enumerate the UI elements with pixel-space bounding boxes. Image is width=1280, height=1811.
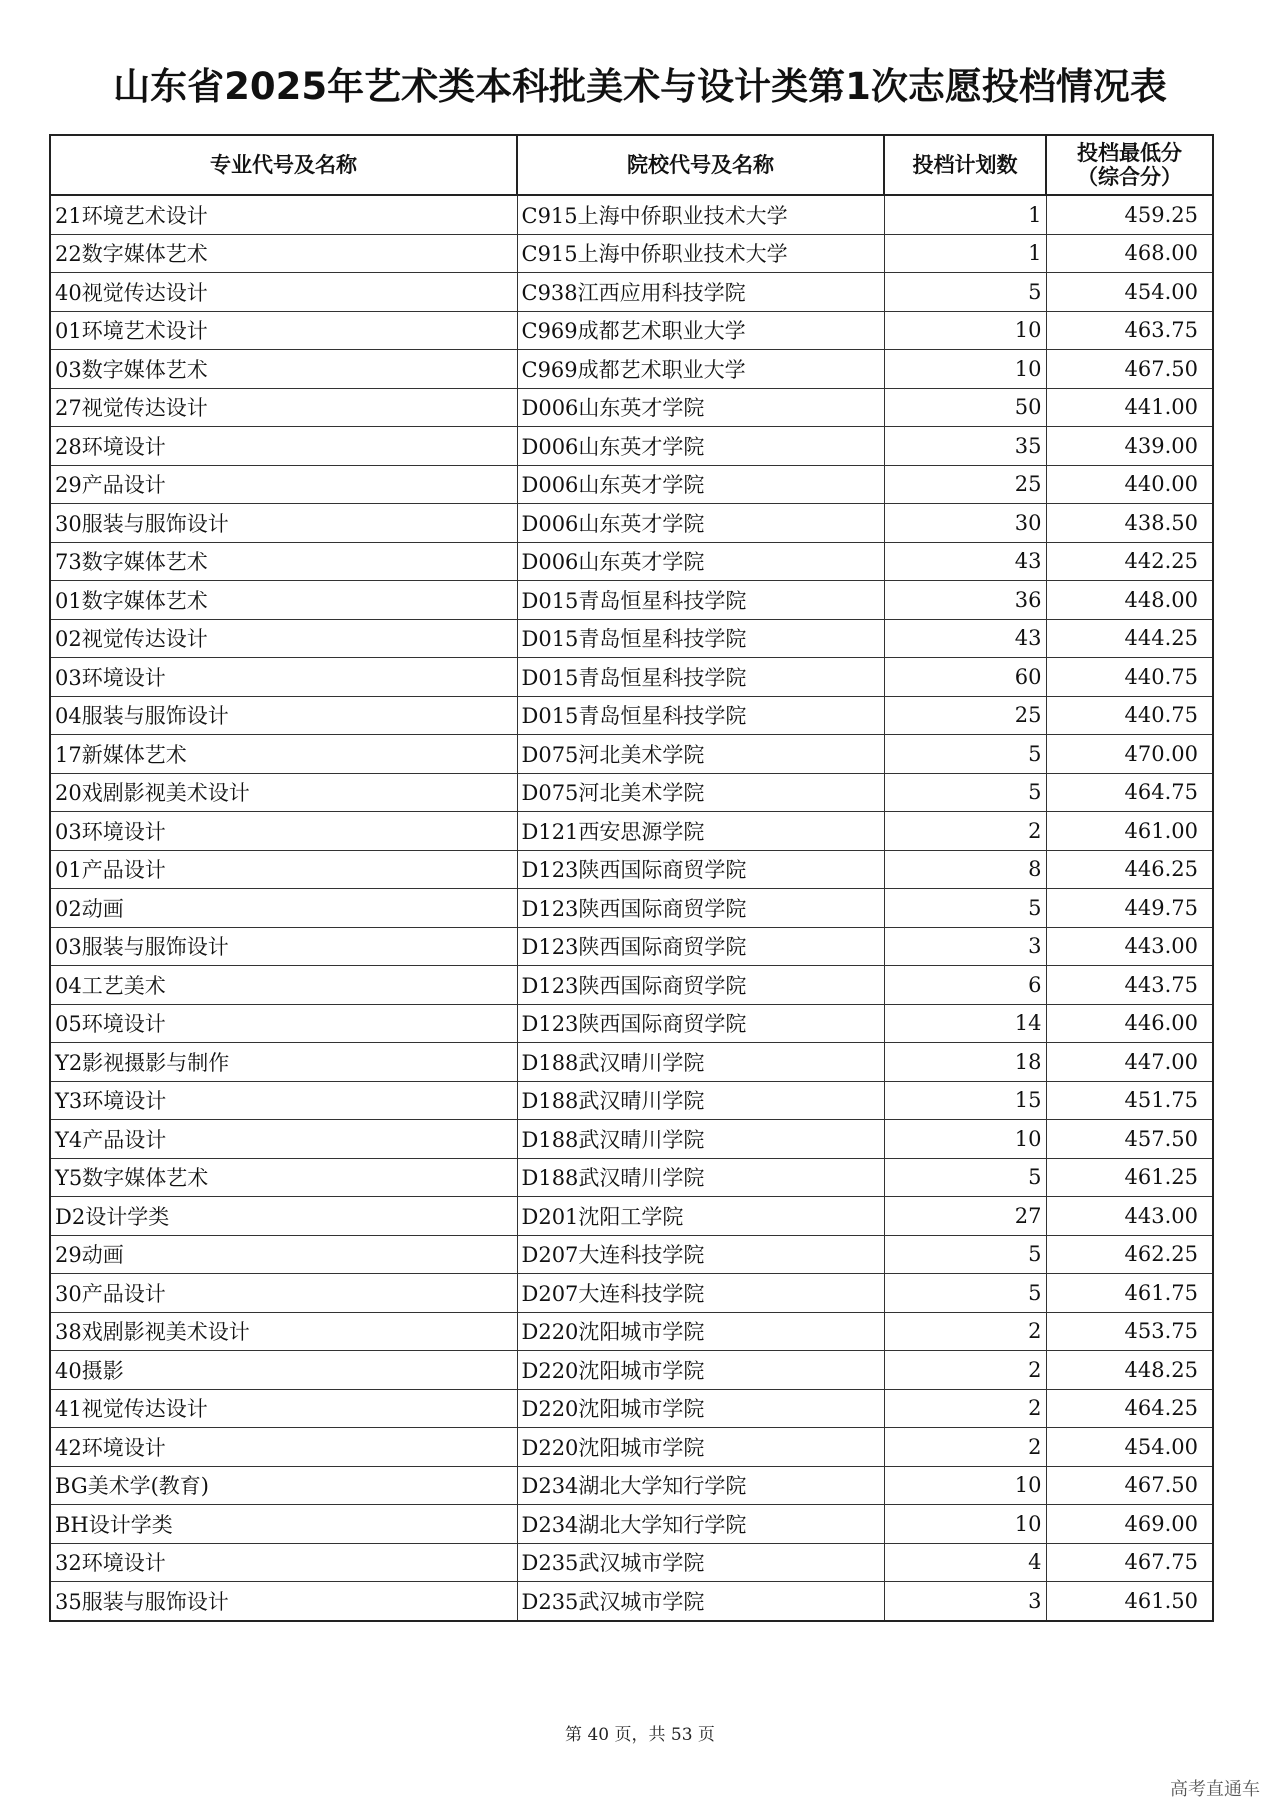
table-row <box>50 504 1213 543</box>
cell-min-score: 446.25 <box>1046 850 1213 889</box>
cell-major: 40摄影 <box>50 1351 517 1390</box>
table-row <box>50 1043 1213 1082</box>
cell-min-score: 451.75 <box>1046 1081 1213 1120</box>
table-row <box>50 1351 1213 1390</box>
table-row <box>50 658 1213 697</box>
cell-major: 03环境设计 <box>50 658 517 697</box>
cell-school: D015青岛恒星科技学院 <box>517 696 884 735</box>
cell-min-score: 447.00 <box>1046 1043 1213 1082</box>
cell-school: D123陕西国际商贸学院 <box>517 966 884 1005</box>
cell-min-score: 440.75 <box>1046 696 1213 735</box>
cell-plan: 30 <box>884 504 1046 543</box>
cell-plan: 43 <box>884 619 1046 658</box>
header-major: 专业代号及名称 <box>50 135 517 195</box>
cell-major: 22数字媒体艺术 <box>50 234 517 273</box>
table-row <box>50 889 1213 928</box>
cell-plan: 2 <box>884 1428 1046 1467</box>
cell-plan: 18 <box>884 1043 1046 1082</box>
cell-plan: 2 <box>884 812 1046 851</box>
cell-min-score: 467.50 <box>1046 1466 1213 1505</box>
table-row <box>50 195 1213 234</box>
cell-major: 17新媒体艺术 <box>50 735 517 774</box>
table-row <box>50 1505 1213 1544</box>
cell-major: 01环境艺术设计 <box>50 311 517 350</box>
table-row <box>50 427 1213 466</box>
cell-plan: 1 <box>884 234 1046 273</box>
cell-plan: 6 <box>884 966 1046 1005</box>
header-plan: 投档计划数 <box>884 135 1046 195</box>
cell-min-score: 467.50 <box>1046 350 1213 389</box>
table-row <box>50 388 1213 427</box>
cell-plan: 3 <box>884 1582 1046 1621</box>
cell-plan: 10 <box>884 350 1046 389</box>
cell-plan: 25 <box>884 696 1046 735</box>
cell-school: D234湖北大学知行学院 <box>517 1505 884 1544</box>
cell-min-score: 462.25 <box>1046 1235 1213 1274</box>
cell-major: 27视觉传达设计 <box>50 388 517 427</box>
cell-school: D220沈阳城市学院 <box>517 1351 884 1390</box>
cell-major: 01产品设计 <box>50 850 517 889</box>
cell-min-score: 457.50 <box>1046 1120 1213 1159</box>
cell-plan: 10 <box>884 1505 1046 1544</box>
table-row <box>50 850 1213 889</box>
cell-min-score: 438.50 <box>1046 504 1213 543</box>
cell-school: D188武汉晴川学院 <box>517 1120 884 1159</box>
cell-major: 21环境艺术设计 <box>50 195 517 234</box>
table-row <box>50 1543 1213 1582</box>
table-row <box>50 1389 1213 1428</box>
table-row <box>50 812 1213 851</box>
cell-min-score: 454.00 <box>1046 273 1213 312</box>
cell-major: 04工艺美术 <box>50 966 517 1005</box>
cell-school: D234湖北大学知行学院 <box>517 1466 884 1505</box>
cell-school: D207大连科技学院 <box>517 1274 884 1313</box>
table-row <box>50 311 1213 350</box>
table-row <box>50 1466 1213 1505</box>
table-row <box>50 1120 1213 1159</box>
page-title: 山东省2025年艺术类本科批美术与设计类第1次志愿投档情况表 <box>113 65 1167 108</box>
table-row <box>50 581 1213 620</box>
cell-min-score: 453.75 <box>1046 1312 1213 1351</box>
cell-school: D220沈阳城市学院 <box>517 1312 884 1351</box>
cell-min-score: 461.50 <box>1046 1582 1213 1621</box>
cell-min-score: 443.00 <box>1046 927 1213 966</box>
cell-min-score: 440.75 <box>1046 658 1213 697</box>
cell-plan: 8 <box>884 850 1046 889</box>
table-row <box>50 1428 1213 1467</box>
table-row <box>50 1081 1213 1120</box>
table-row <box>50 542 1213 581</box>
cell-school: D188武汉晴川学院 <box>517 1158 884 1197</box>
cell-min-score: 470.00 <box>1046 735 1213 774</box>
cell-min-score: 443.75 <box>1046 966 1213 1005</box>
cell-major: Y5数字媒体艺术 <box>50 1158 517 1197</box>
cell-school: C969成都艺术职业大学 <box>517 311 884 350</box>
cell-plan: 43 <box>884 542 1046 581</box>
table-body <box>50 195 1213 1621</box>
table-row <box>50 619 1213 658</box>
cell-plan: 35 <box>884 427 1046 466</box>
cell-min-score: 459.25 <box>1046 195 1213 234</box>
cell-min-score: 467.75 <box>1046 1543 1213 1582</box>
table-row <box>50 735 1213 774</box>
cell-school: D235武汉城市学院 <box>517 1582 884 1621</box>
cell-plan: 10 <box>884 1120 1046 1159</box>
cell-major: 30产品设计 <box>50 1274 517 1313</box>
cell-min-score: 441.00 <box>1046 388 1213 427</box>
cell-plan: 50 <box>884 388 1046 427</box>
cell-plan: 2 <box>884 1312 1046 1351</box>
cell-school: C969成都艺术职业大学 <box>517 350 884 389</box>
table-row <box>50 1312 1213 1351</box>
cell-major: 73数字媒体艺术 <box>50 542 517 581</box>
cell-min-score: 444.25 <box>1046 619 1213 658</box>
cell-plan: 27 <box>884 1197 1046 1236</box>
cell-school: D123陕西国际商贸学院 <box>517 850 884 889</box>
cell-major: 02视觉传达设计 <box>50 619 517 658</box>
cell-major: 02动画 <box>50 889 517 928</box>
cell-min-score: 443.00 <box>1046 1197 1213 1236</box>
cell-plan: 5 <box>884 1158 1046 1197</box>
cell-min-score: 468.00 <box>1046 234 1213 273</box>
cell-min-score: 461.75 <box>1046 1274 1213 1313</box>
table-header-row <box>50 135 1213 195</box>
cell-major: 35服装与服饰设计 <box>50 1582 517 1621</box>
cell-school: D075河北美术学院 <box>517 773 884 812</box>
cell-major: 38戏剧影视美术设计 <box>50 1312 517 1351</box>
cell-plan: 4 <box>884 1543 1046 1582</box>
header-min-score <box>1046 135 1213 195</box>
cell-min-score: 440.00 <box>1046 465 1213 504</box>
table-row <box>50 234 1213 273</box>
table-row <box>50 1274 1213 1313</box>
cell-school: D220沈阳城市学院 <box>517 1389 884 1428</box>
header-min-score-line2: （综合分） <box>1077 165 1182 189</box>
cell-plan: 10 <box>884 1466 1046 1505</box>
cell-min-score: 464.75 <box>1046 773 1213 812</box>
cell-min-score: 469.00 <box>1046 1505 1213 1544</box>
header-school: 院校代号及名称 <box>517 135 884 195</box>
table-row <box>50 927 1213 966</box>
table-row <box>50 773 1213 812</box>
cell-school: D123陕西国际商贸学院 <box>517 1004 884 1043</box>
cell-plan: 5 <box>884 273 1046 312</box>
cell-school: D235武汉城市学院 <box>517 1543 884 1582</box>
cell-plan: 5 <box>884 1235 1046 1274</box>
cell-major: 40视觉传达设计 <box>50 273 517 312</box>
cell-plan: 60 <box>884 658 1046 697</box>
cell-major: 03环境设计 <box>50 812 517 851</box>
cell-school: D188武汉晴川学院 <box>517 1081 884 1120</box>
cell-major: 04服装与服饰设计 <box>50 696 517 735</box>
cell-school: D006山东英才学院 <box>517 465 884 504</box>
cell-school: C915上海中侨职业技术大学 <box>517 195 884 234</box>
cell-plan: 5 <box>884 735 1046 774</box>
cell-major: Y3环境设计 <box>50 1081 517 1120</box>
cell-major: 20戏剧影视美术设计 <box>50 773 517 812</box>
cell-min-score: 454.00 <box>1046 1428 1213 1467</box>
cell-min-score: 448.00 <box>1046 581 1213 620</box>
cell-plan: 5 <box>884 889 1046 928</box>
cell-major: 28环境设计 <box>50 427 517 466</box>
cell-major: 30服装与服饰设计 <box>50 504 517 543</box>
table-row <box>50 1235 1213 1274</box>
cell-major: 03服装与服饰设计 <box>50 927 517 966</box>
cell-school: D123陕西国际商贸学院 <box>517 889 884 928</box>
cell-plan: 15 <box>884 1081 1046 1120</box>
cell-major: 41视觉传达设计 <box>50 1389 517 1428</box>
cell-major: Y4产品设计 <box>50 1120 517 1159</box>
cell-major: 01数字媒体艺术 <box>50 581 517 620</box>
cell-major: 05环境设计 <box>50 1004 517 1043</box>
cell-min-score: 461.00 <box>1046 812 1213 851</box>
cell-major: 29产品设计 <box>50 465 517 504</box>
admission-score-table <box>49 134 1214 1622</box>
cell-school: D006山东英才学院 <box>517 504 884 543</box>
cell-school: D201沈阳工学院 <box>517 1197 884 1236</box>
cell-plan: 2 <box>884 1389 1046 1428</box>
cell-plan: 2 <box>884 1351 1046 1390</box>
cell-min-score: 463.75 <box>1046 311 1213 350</box>
cell-plan: 5 <box>884 773 1046 812</box>
cell-school: D075河北美术学院 <box>517 735 884 774</box>
cell-plan: 25 <box>884 465 1046 504</box>
cell-major: 03数字媒体艺术 <box>50 350 517 389</box>
cell-major: BH设计学类 <box>50 1505 517 1544</box>
cell-school: D015青岛恒星科技学院 <box>517 658 884 697</box>
cell-major: 32环境设计 <box>50 1543 517 1582</box>
cell-major: Y2影视摄影与制作 <box>50 1043 517 1082</box>
cell-major: 42环境设计 <box>50 1428 517 1467</box>
table-row <box>50 350 1213 389</box>
cell-school: D006山东英才学院 <box>517 542 884 581</box>
cell-school: C915上海中侨职业技术大学 <box>517 234 884 273</box>
header-min-score-line1: 投档最低分 <box>1077 141 1182 165</box>
table-row <box>50 1158 1213 1197</box>
cell-school: C938江西应用科技学院 <box>517 273 884 312</box>
cell-min-score: 461.25 <box>1046 1158 1213 1197</box>
cell-school: D121西安思源学院 <box>517 812 884 851</box>
cell-min-score: 442.25 <box>1046 542 1213 581</box>
cell-school: D207大连科技学院 <box>517 1235 884 1274</box>
table-row <box>50 1582 1213 1621</box>
cell-min-score: 449.75 <box>1046 889 1213 928</box>
cell-plan: 3 <box>884 927 1046 966</box>
table-row <box>50 465 1213 504</box>
cell-plan: 1 <box>884 195 1046 234</box>
table-row <box>50 1004 1213 1043</box>
table-row <box>50 1197 1213 1236</box>
cell-school: D220沈阳城市学院 <box>517 1428 884 1467</box>
cell-school: D188武汉晴川学院 <box>517 1043 884 1082</box>
cell-major: BG美术学(教育) <box>50 1466 517 1505</box>
page-footer: 第 40 页，共 53 页 <box>565 1725 715 1745</box>
cell-min-score: 446.00 <box>1046 1004 1213 1043</box>
cell-school: D006山东英才学院 <box>517 388 884 427</box>
cell-plan: 36 <box>884 581 1046 620</box>
cell-plan: 14 <box>884 1004 1046 1043</box>
cell-school: D123陕西国际商贸学院 <box>517 927 884 966</box>
watermark: 高考直通车 <box>1170 1779 1260 1800</box>
cell-major: 29动画 <box>50 1235 517 1274</box>
table-row <box>50 696 1213 735</box>
cell-plan: 10 <box>884 311 1046 350</box>
cell-school: D006山东英才学院 <box>517 427 884 466</box>
table-row <box>50 273 1213 312</box>
cell-min-score: 439.00 <box>1046 427 1213 466</box>
cell-school: D015青岛恒星科技学院 <box>517 581 884 620</box>
cell-plan: 5 <box>884 1274 1046 1313</box>
cell-school: D015青岛恒星科技学院 <box>517 619 884 658</box>
cell-min-score: 448.25 <box>1046 1351 1213 1390</box>
cell-major: D2设计学类 <box>50 1197 517 1236</box>
cell-min-score: 464.25 <box>1046 1389 1213 1428</box>
table-row <box>50 966 1213 1005</box>
